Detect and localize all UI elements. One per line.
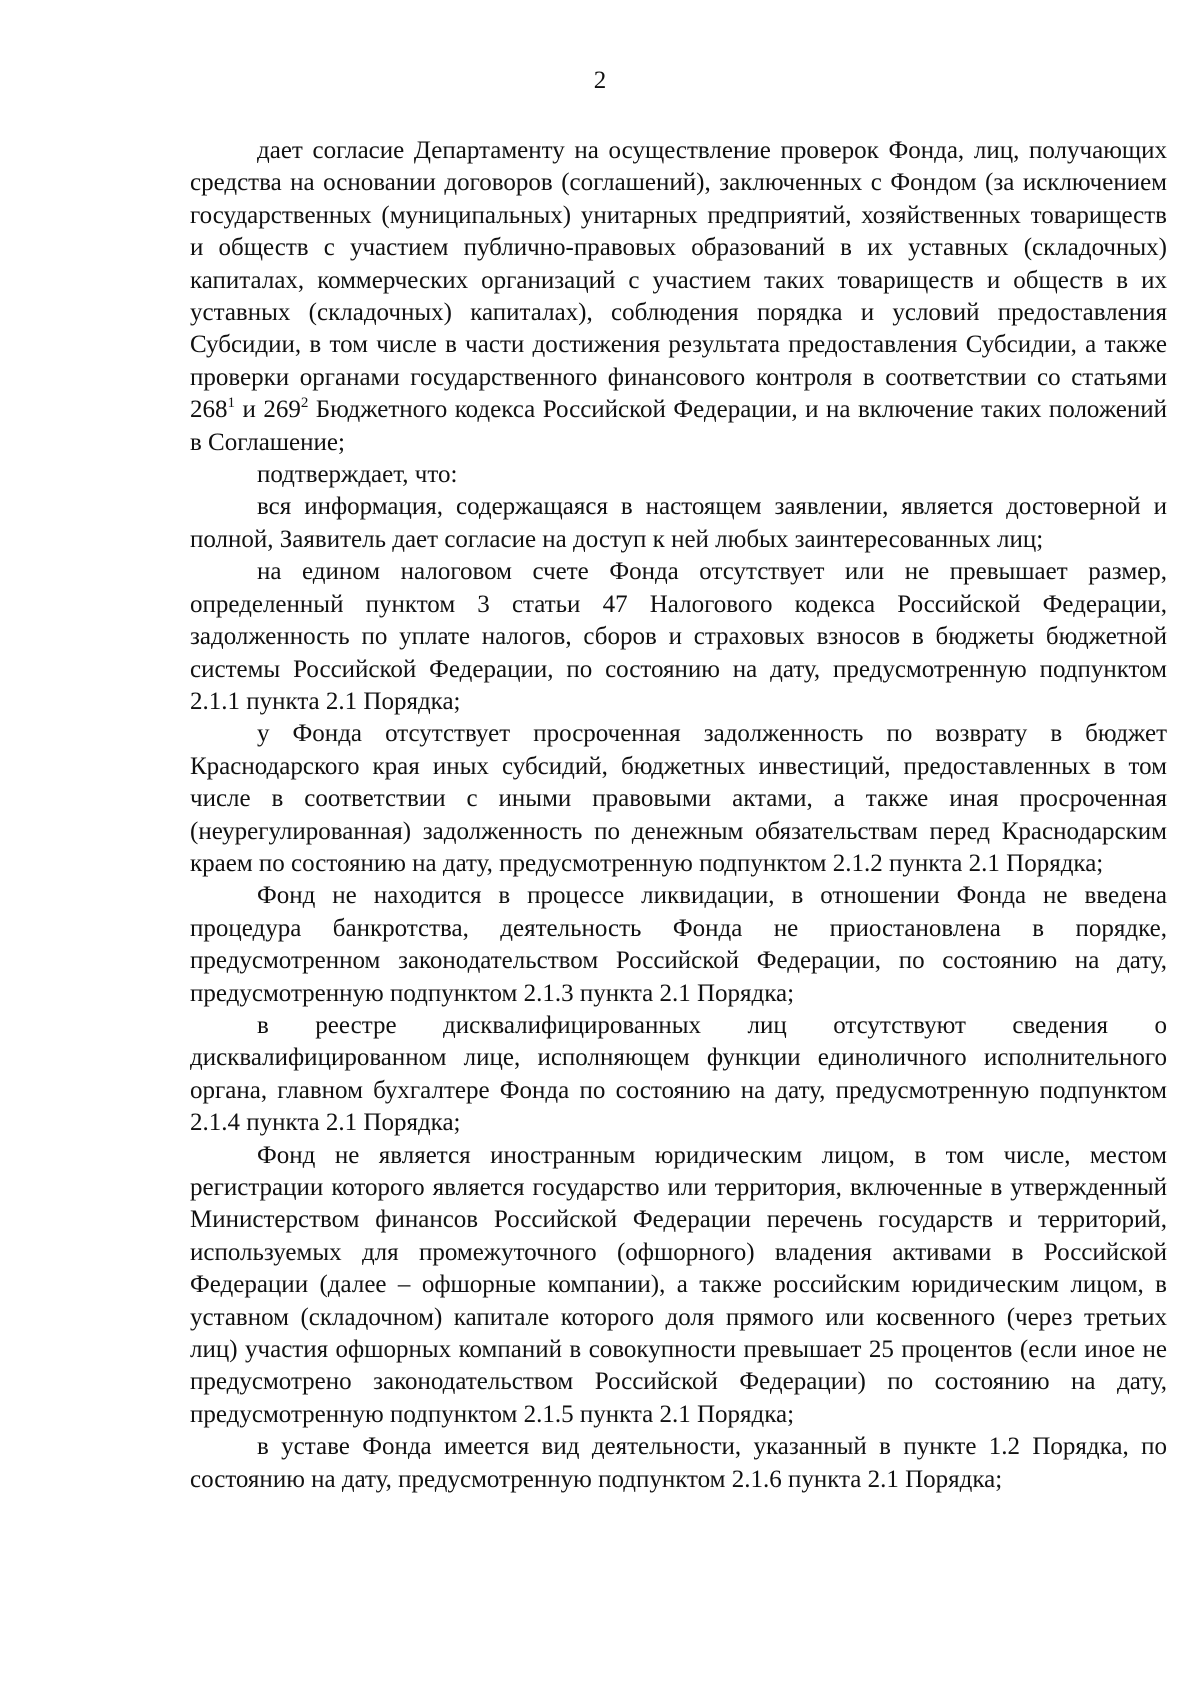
paragraph-consent [190, 135, 1167, 459]
paragraph-debt: у Фонда отсутствует просроченная задолженность по возврату в бюджет Краснодарского края иных субсидий, бюджетных инвестиций, предоставленных в том числе в соответствии с иными правовыми актами, а также иная просроченная (неурегулированная) задолженность по денежным обязательствам перед Краснодарским краем по состоянию на дату, предусмотренную подпунктом 2.1.2 пункта 2.1 Порядка; [190, 720, 1167, 877]
paragraph-consent-text-a: дает согласие Департаменту на осуществление проверок Фонда, лиц, получающих средства на основании договоров (соглашений), заключенных с Фондом (за исключением государственных (муниципальных) унитарных предприятий, хозяйственных товариществ и обществ с участием публично-правовых образований в их уставных (складочных) капиталах, коммерческих организаций с участием таких товариществ и обществ в их уставных (складочных) капиталах), соблюдения порядка и условий предоставления Субсидии, в том числе в части достижения результата предоставления Субсидии, а также проверки органами государственного финансового контроля в соответствии со статьями 268 [190, 137, 1167, 424]
paragraph-confirms: подтверждает, что: [257, 461, 458, 489]
document-body [190, 135, 1167, 1496]
article-superscript-2: 2 [300, 395, 309, 412]
paragraph-consent-text-b: и 269 [235, 396, 301, 424]
article-superscript-1: 1 [227, 395, 235, 412]
paragraph-charter: в уставе Фонда имеется вид деятельности, указанный в пункте 1.2 Порядка, по состоянию на дату, предусмотренную подпунктом 2.1.6 пункта 2.1 Порядка; [190, 1433, 1167, 1493]
paragraph-tax: на едином налоговом счете Фонда отсутствует или не превышает размер, определенный пунктом 3 статьи 47 Налогового кодекса Российской Федерации, задолженность по уплате налогов, сборов и страховых взносов в бюджеты бюджетной системы Российской Федерации, по состоянию на дату, предусмотренную подпунктом 2.1.1 пункта 2.1 Порядка; [190, 558, 1167, 715]
paragraph-foreign: Фонд не является иностранным юридическим лицом, в том числе, местом регистрации которого является государство или территория, включенные в утвержденный Министерством финансов Российской Федерации перечень государств и территорий, используемых для промежуточного (офшорного) владения активами в Российской Федерации (далее – офшорные компании), а также российским юридическим лицом, в уставном (складочном) капитале которого доля прямого или косвенного (через третьих лиц) участия офшорных компаний в совокупности превышает 25 процентов (если иное не предусмотрено законодательством Российской Федерации) по состоянию на дату, предусмотренную подпунктом 2.1.5 пункта 2.1 Порядка; [190, 1141, 1167, 1428]
paragraph-disqualified: в реестре дисквалифицированных лиц отсутствуют сведения о дисквалифицированном лице, исполняющем функции единоличного исполнительного органа, главном бухгалтере Фонда по состоянию на дату, предусмотренную подпунктом 2.1.4 пункта 2.1 Порядка; [190, 1011, 1167, 1137]
page-number: 2 [593, 67, 607, 94]
paragraph-consent-text-c: Бюджетного кодекса Российской Федерации, и на включение таких положений в Соглашение; [190, 396, 1167, 456]
paragraph-liquidation: Фонд не находится в процессе ликвидации, в отношении Фонда не введена процедура банкротства, деятельность Фонда не приостановлена в порядке, предусмотренном законодательством Российской Федерации, по состоянию на дату, предусмотренную подпунктом 2.1.3 пункта 2.1 Порядка; [190, 882, 1167, 1007]
paragraph-info: вся информация, содержащаяся в настоящем заявлении, является достоверной и полной, Заявитель дает согласие на доступ к ней любых заинтересованных лиц; [190, 493, 1167, 553]
